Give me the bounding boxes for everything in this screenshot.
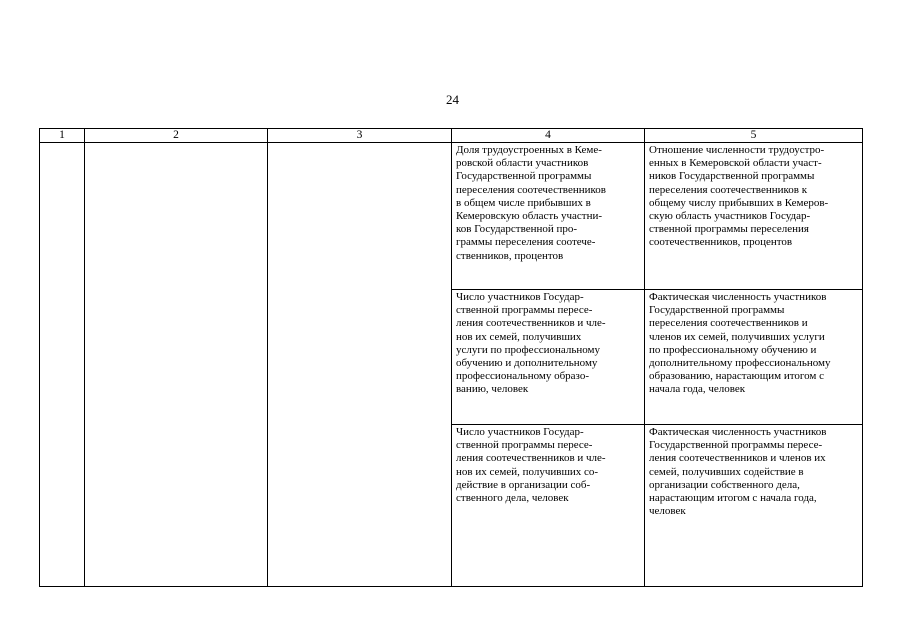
indicator-name-text: Число участников Государ- ственной программы пересе- ления соотечественников и чле- нов их семей, получивших услуги по профессиональному обучению и дополнительному профессиональному образо- ванию, человек — [456, 291, 606, 396]
column-3-cell — [268, 143, 452, 587]
indicator-name-text: Доля трудоустроенных в Кеме- ровской области участников Государственной программы переселения соотечественников в общем числе прибывших в Кемеровскую область участни- ков Государственной про- граммы переселения соотече- ственников, процентов — [456, 144, 606, 262]
indicator-name-cell — [452, 290, 645, 425]
column-header-5: 5 — [645, 129, 863, 143]
indicators-table — [39, 128, 863, 587]
column-header-3: 3 — [268, 129, 452, 143]
table-header-row — [40, 129, 863, 143]
indicator-method-text: Фактическая численность участников Государственной программы переселения соотечественников и членов их семей, получивших услуги по профессиональному обучению и дополнительному профессиональному образованию, нарастающим итогом с начала года, человек — [649, 291, 831, 396]
indicator-method-cell — [645, 143, 863, 290]
page-number: 24 — [446, 92, 459, 107]
column-header-1: 1 — [40, 129, 85, 143]
indicator-name-cell — [452, 425, 645, 587]
column-1-cell — [40, 143, 85, 587]
indicator-method-cell — [645, 290, 863, 425]
indicator-name-cell — [452, 143, 645, 290]
table-row — [40, 143, 863, 290]
indicator-method-text: Фактическая численность участников Государственной программы пересе- ления соотечественников и членов их семей, получивших содействие в организации собственного дела, нарастающим итогом с начала года, человек — [649, 426, 827, 518]
column-header-2: 2 — [85, 129, 268, 143]
indicator-method-cell — [645, 425, 863, 587]
indicator-name-text: Число участников Государ- ственной программы пересе- ления соотечественников и чле- нов их семей, получивших со- действие в организации соб- ственного дела, человек — [456, 426, 606, 505]
column-header-4: 4 — [452, 129, 645, 143]
indicator-method-text: Отношение численности трудоустро- енных в Кемеровской области участ- ников Государственной программы переселения соотечественников к общему числу прибывших в Кемеров- скую область участников Государ- ственной программы переселения соотечественников, процентов — [649, 144, 829, 249]
column-2-cell — [85, 143, 268, 587]
